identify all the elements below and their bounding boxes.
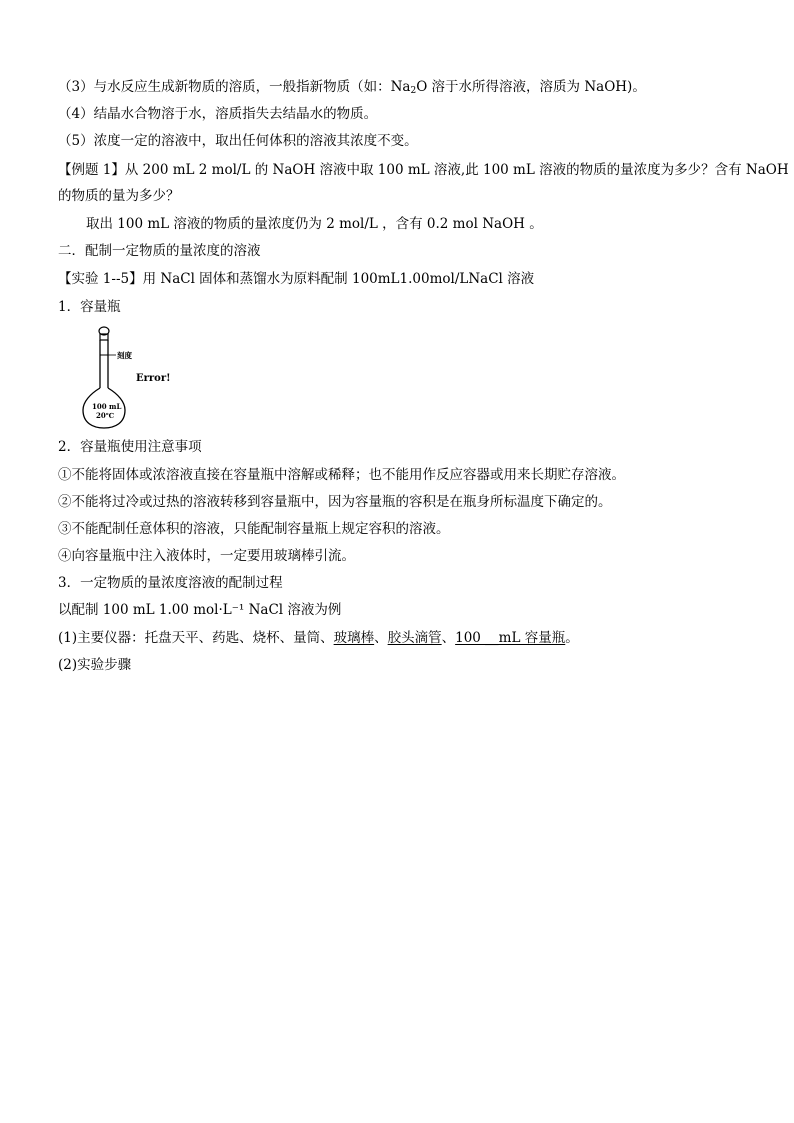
main-instruments	[58, 629, 579, 647]
example-1-question-line-2: 的物质的量为多少？	[58, 188, 180, 204]
item-3-text-a: 与水反应生成新物质的溶质，一般指新物质（如：Na	[93, 79, 411, 95]
scale-label: 刻度	[117, 351, 132, 360]
experiment-steps-heading: (2)实验步骤	[58, 657, 132, 673]
example-1-tag: 【例题 1】	[58, 162, 125, 178]
volumetric-flask-icon	[80, 326, 190, 430]
flask-volume-label: 100 mL	[92, 402, 122, 411]
note-1: ①不能将固体或浓溶液直接在容量瓶中溶解或稀释；也不能用作反应容器或用来长期贮存溶液。	[58, 467, 625, 483]
experiment-tag: 【实验 1--5】	[58, 271, 143, 287]
experiment-text: 用 NaCl 固体和蒸馏水为原料配制 100mL1.00mol/LNaCl 溶液	[142, 271, 535, 287]
instrument-glass-rod: 玻璃棒	[333, 630, 375, 646]
item-3-subscript: 2	[410, 86, 417, 96]
volumetric-flask-figure	[80, 326, 190, 430]
instrument-separator-2: 、	[441, 630, 456, 646]
instruments-end: 。	[565, 630, 579, 646]
instrument-volumetric-flask: 100 __mL 容量瓶	[455, 630, 566, 646]
flask-temperature-label: 20℃	[96, 411, 115, 420]
example-1-answer: 取出 100 mL 溶液的物质的量浓度仍为 2 mol/L ，含有 0.2 mol NaOH 。	[86, 216, 543, 232]
item-3	[58, 78, 646, 100]
item-4: （4）结晶水合物溶于水，溶质指失去结晶水的物质。	[58, 106, 378, 122]
item-3-text-b: O 溶于水所得溶液，溶质为 NaOH)。	[416, 79, 646, 95]
subsection-2-heading: 2．容量瓶使用注意事项	[58, 439, 202, 455]
subsection-1-heading: 1．容量瓶	[58, 299, 121, 315]
section-2-heading: 二．配制一定物质的量浓度的溶液	[58, 243, 261, 259]
example-line: 以配制 100 mL 1.00 mol·L⁻¹ NaCl 溶液为例	[58, 602, 342, 618]
note-3: ③不能配制任意体积的溶液，只能配制容量瓶上规定容积的溶液。	[58, 521, 450, 537]
instrument-dropper: 胶头滴管	[387, 630, 442, 646]
instrument-separator-1: 、	[374, 630, 388, 646]
experiment-1-5	[58, 270, 534, 288]
item-3-number: （3）	[58, 79, 94, 95]
instruments-prefix: (1)主要仪器：托盘天平、药匙、烧杯、量筒、	[58, 630, 334, 646]
item-5: （5）浓度一定的溶液中，取出任何体积的溶液其浓度不变。	[58, 133, 418, 149]
note-4: ④向容量瓶中注入液体时，一定要用玻璃棒引流。	[58, 548, 355, 564]
example-1-text: 从 200 mL 2 mol/L 的 NaOH 溶液中取 100 mL 溶液,此 100 mL 溶液的物质的量浓度为多少？含有 NaOH	[124, 162, 789, 178]
note-2: ②不能将过冷或过热的溶液转移到容量瓶中，因为容量瓶的容积是在瓶身所标温度下确定的。	[58, 494, 612, 510]
subsection-3-heading: 3．一定物质的量浓度溶液的配制过程	[58, 575, 283, 591]
example-1-question-line-1	[58, 161, 789, 179]
error-text: Error!	[136, 373, 171, 384]
